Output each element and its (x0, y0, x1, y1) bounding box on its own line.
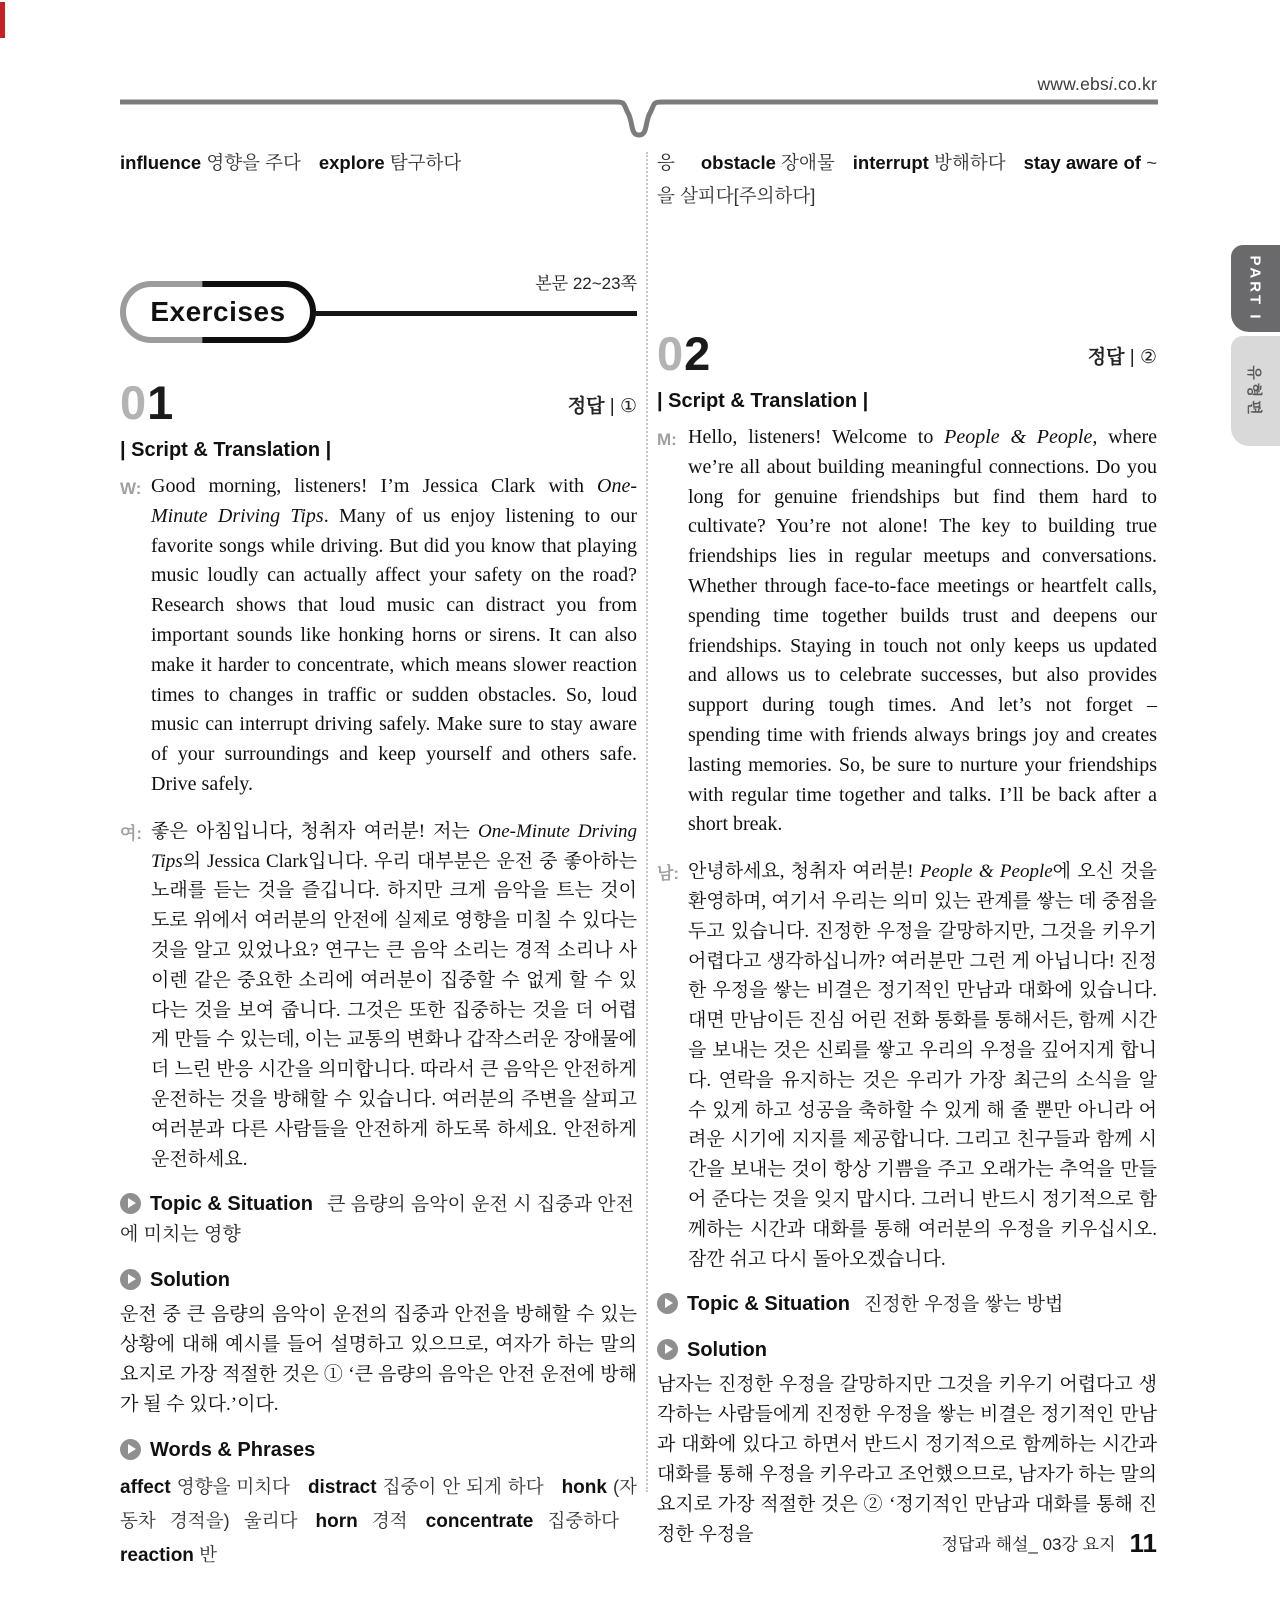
exercises-banner (120, 274, 637, 345)
solution-header: Solution (687, 1339, 767, 1362)
play-bullet-icon (657, 1293, 678, 1314)
play-bullet-icon (120, 1269, 141, 1290)
question-01 (120, 377, 637, 1572)
left-column (120, 140, 637, 1572)
topic-situation-text: 진정한 우정을 쌓는 방법 (863, 1294, 1064, 1316)
words-phrases-list: affect 영향을 미치다 distract 집중이 안 되게 하다 honk (자동차 경적을) 울리다 horn 경적 concentrate 집중하다reaction 반 (120, 1476, 638, 1567)
vocab-pairs: obstacle 장애물 interrupt 방해하다 stay aware of ~을 살피다[주의하다] (657, 152, 1158, 206)
script-translation-header: | Script & Translation | (120, 439, 332, 461)
page-footer (655, 1528, 1157, 1559)
play-bullet-icon (657, 1339, 678, 1360)
topic-situation-header: Topic & Situation (150, 1193, 313, 1216)
site-url: www.ebsi.co.kr (1037, 74, 1157, 94)
solution-section (120, 1265, 637, 1296)
solution-section (657, 1335, 1157, 1366)
answer-badge: 정답 | ② (1087, 347, 1157, 368)
speaker-label-nam: 남: (657, 864, 680, 884)
speaker-label-w: W: (120, 479, 142, 498)
answer-badge: 정답 | ① (567, 396, 637, 417)
script-korean-text: 안녕하세요, 청취자 여러분! People & People에 오신 것을 환영하며, 여기서 우리는 의미 있는 관계를 쌓는 데 중점을 두고 있습니다. 진정한 우정을 갈망하지만, 그것을 키우기 어렵다고 생각하십니까? 여러분만 그런 게 아닙니다! 진정한 우정을 쌓는 비결은 정기적인 만남과 대화에 있습니다. 대면 만남이든 진심 어린 전화 통화를 통해서든, 함께 시간을 보내는 것은 신뢰를 쌓고 우리의 우정을 깊어지게 합니다. 연락을 유지하는 것은 우리가 가장 최근의 소식을 알 수 있게 하고 성공을 축하할 수 있게 해 줄 뿐만 아니라 어려운 시기에 지지를 제공합니다. 그리고 친구들과 함께 시간을 보내는 것이 항상 기쁨을 주고 오래가는 추억을 만들어 준다는 것을 잊지 맙시다. 그러니 반드시 정기적으로 함께하는 시간과 대화를 통해 여러분의 우정을 키우십시오. 잠깐 쉬고 다시 돌아오겠습니다. (688, 861, 1157, 1270)
vocab-lead-fragment: 응 (657, 152, 675, 173)
topic-situation (657, 1289, 1157, 1320)
speaker-label-m: M: (657, 430, 677, 449)
question-02 (657, 328, 1157, 1550)
script-english (120, 472, 637, 800)
page-number: 11 (1129, 1528, 1157, 1558)
script-english (657, 423, 1157, 840)
header-rule (120, 98, 1158, 144)
speaker-label-yeo: 여: (120, 823, 143, 843)
question-number: 02 (657, 327, 712, 380)
play-bullet-icon (120, 1439, 141, 1460)
solution-text: 남자는 진정한 우정을 갈망하지만 그것을 키우기 어렵다고 생각하는 사람들에게 진정한 우정을 쌓는 비결은 정기적인 만남과 대화에 있다고 하면서 반드시 정기적으로 함께하는 시간과 대화를 통해 우정을 키우라고 조언했으므로, 남자가 하는 말의 요지로 가장 적절한 것은 ② ‘정기적인 만남과 대화를 통해 진정한 우정을 (657, 1374, 1157, 1546)
tab-part1 (1231, 245, 1280, 332)
textbook-page-ref: 본문 22~23쪽 (535, 274, 637, 293)
play-bullet-icon (120, 1193, 141, 1214)
footer-label: 정답과 해설_ 03강 요지 (941, 1535, 1116, 1554)
tab-yuhyeongpyeon (1231, 336, 1280, 446)
words-phrases-section (120, 1435, 637, 1466)
solution-header: Solution (150, 1269, 230, 1292)
script-korean-text: 좋은 아침입니다, 청취자 여러분! 저는 One-Minute Driving Tips의 Jessica Clark입니다. 우리 대부분은 운전 중 좋아하는 노래를 듣는 것을 즐깁니다. 하지만 크게 음악을 트는 것이 도로 위에서 여러분의 안전에 실제로 영향을 미칠 수 있다는 것을 알고 있었나요? 연구는 큰 음악 소리는 경적 소리나 사이렌 같은 중요한 소리에 여러분이 집중할 수 없게 할 수 있다는 것을 보여 줍니다. 그것은 또한 집중하는 것을 더 어렵게 만들 수 있는데, 이는 교통의 변화나 갑작스러운 장애물에 더 느린 반응 시간을 의미합니다. 따라서 큰 음악은 안전하게 운전하는 것을 방해할 수 있습니다. 여러분의 주변을 살피고 여러분과 다른 사람들을 안전하게 하도록 하세요. 안전하게 운전하세요. (151, 820, 638, 1170)
print-crop-mark (0, 2, 5, 38)
exercises-capsule (120, 281, 316, 343)
script-korean (657, 857, 1157, 1274)
right-column (657, 140, 1157, 1550)
script-korean (120, 817, 637, 1175)
question-01-header (120, 377, 637, 431)
words-phrases-header: Words & Phrases (150, 1439, 316, 1462)
vocab-continued-right (657, 146, 1157, 212)
question-number: 01 (120, 376, 175, 429)
exercises-label: Exercises (150, 296, 286, 327)
topic-situation-text: 큰 음량의 음악이 운전 시 집중과 안전에 미치는 영향 (120, 1194, 634, 1246)
vocab-continued-left: influence 영향을 주다 explore 탐구하다 (120, 152, 462, 173)
question-02-header (657, 328, 1157, 382)
topic-situation (120, 1189, 637, 1250)
script-english-text: Good morning, listeners! I’m Jessica Clark with One-Minute Driving Tips. Many of us enjoy listening to our favorite songs while driving. But did you know that playing music loudly can actually affect your safety on the road? Research shows that loud music can distract you from important sounds like honking horns or sirens. It can also make it harder to concentrate, which means slower reaction times to changes in traffic or sudden obstacles. So, loud music can interrupt driving safely. Make sure to stay aware of your surroundings and keep yourself and others safe. Drive safely. (151, 475, 637, 795)
script-english-text: Hello, listeners! Welcome to People & People, where we’re all about building meaningful connections. Do you long for genuine friendships but find them hard to cultivate? You’re not alone! The key to building true friendships lies in regular meetups and conversations. Whether through face-to-face meetings or heartfelt calls, spending time together builds trust and deepens our friendships. Staying in touch not only keeps us updated and allows us to celebrate successes, but also provides support during tough times. And let’s not forget – spending time with friends always brings joy and creates lasting memories. So, be sure to nurture your friendships with regular time together and talks. I’ll be back after a short break. (688, 426, 1157, 836)
topic-situation-header: Topic & Situation (687, 1293, 850, 1316)
exercises-rule (300, 311, 637, 316)
column-divider (646, 152, 648, 1492)
tab-yuhyeongpyeon-label: 유형편 (1246, 364, 1264, 418)
solution-text: 운전 중 큰 음량의 음악이 운전의 집중과 안전을 방해할 수 있는 상황에 대해 예시를 들어 설명하고 있으므로, 여자가 하는 말의 요지로 가장 적절한 것은 ① ‘큰 음량의 음악은 안전 운전에 방해가 될 수 있다.’이다. (120, 1304, 637, 1416)
tab-part1-label: PART I (1247, 255, 1264, 322)
script-translation-header: | Script & Translation | (657, 390, 869, 412)
